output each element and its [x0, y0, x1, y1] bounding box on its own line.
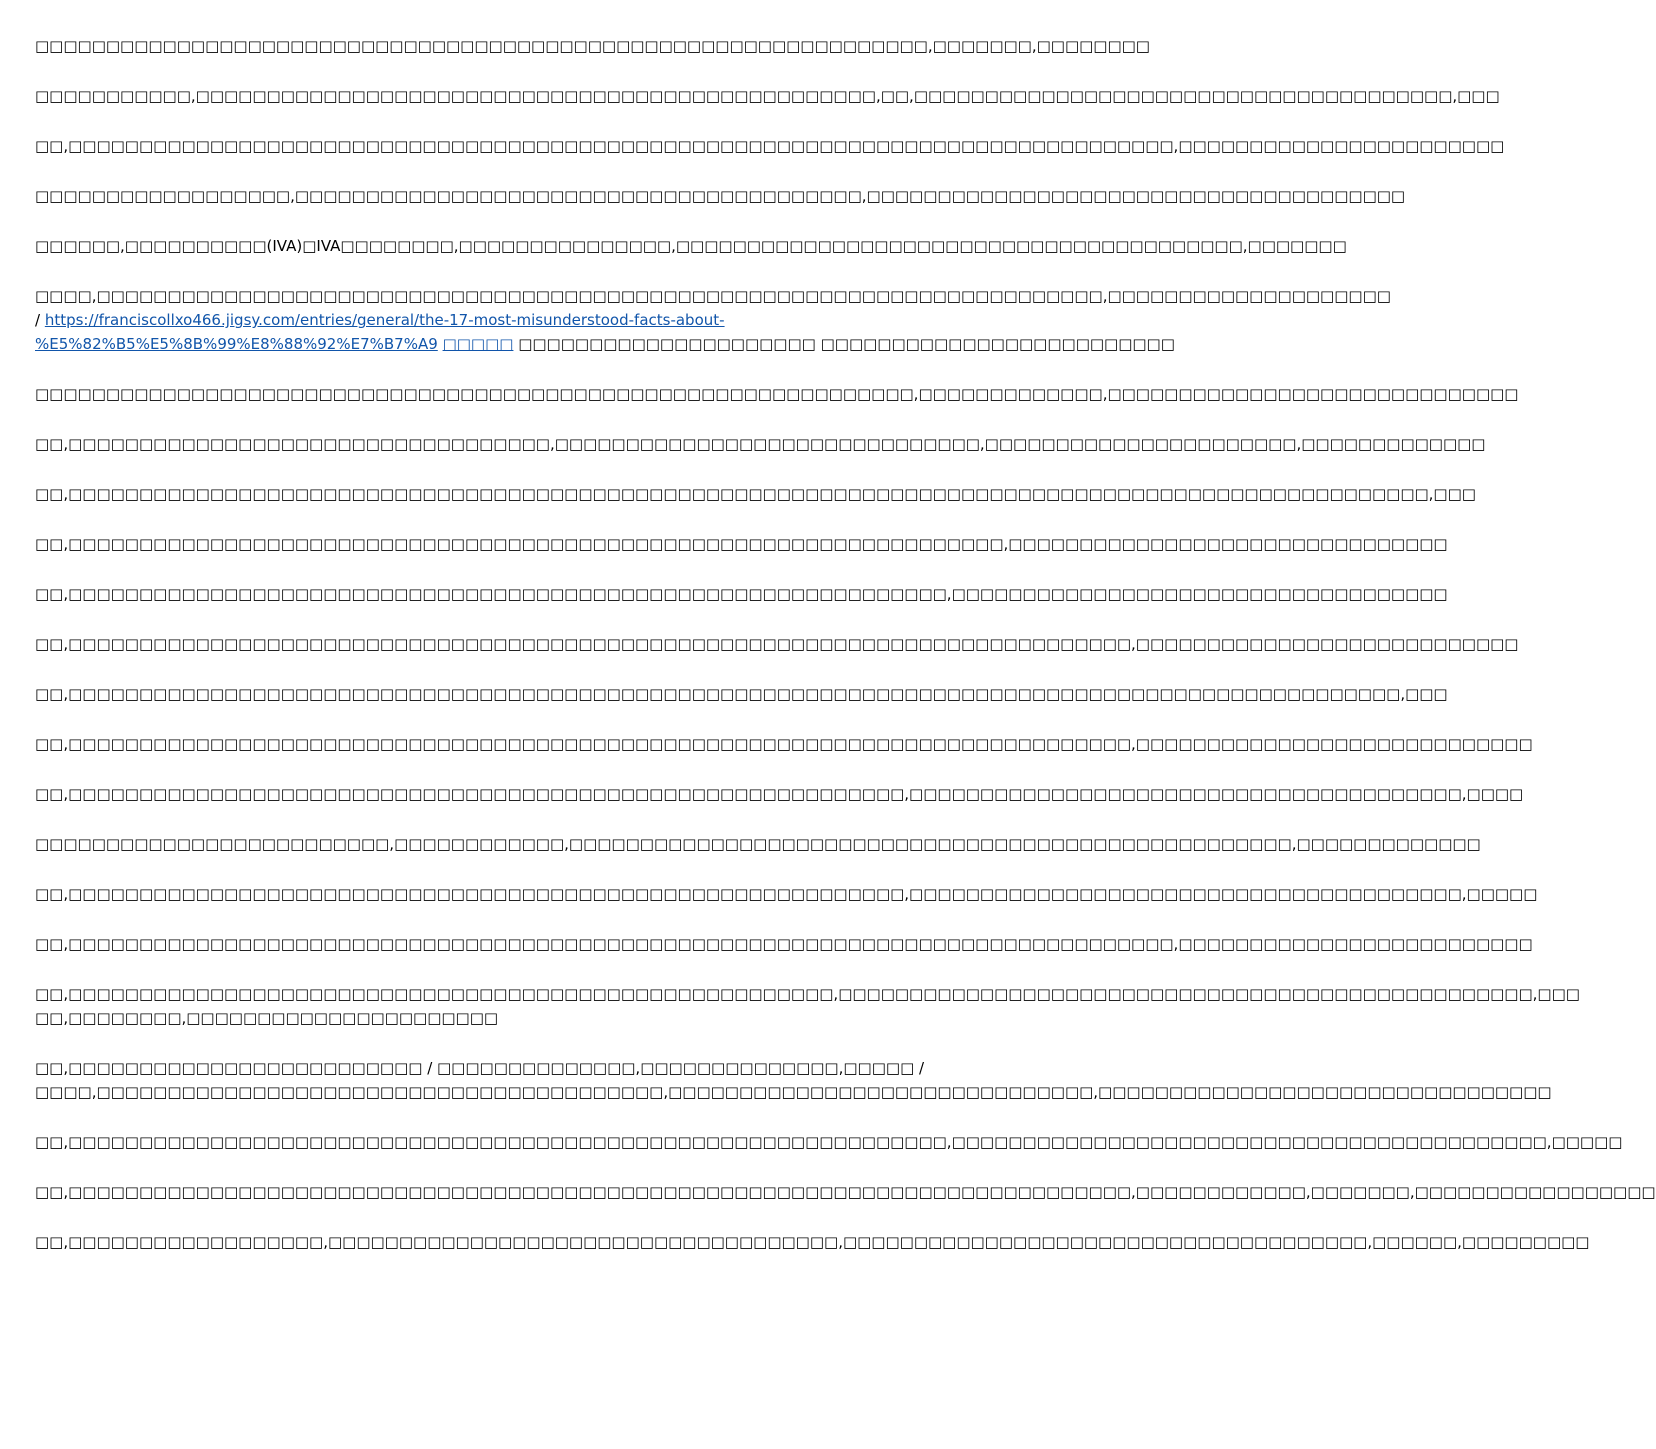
- paragraph-19-line-1: □□,□□□□□□□□□□□□□□□□□□□□□□□□□□□□□□□□□□□□□□□□□□□□□□□□□□□□□□,□□□□□□□□□□□□□□□□□□□□□□□□□□□□□□□□□□□□□□□□□□□□□□□□□,□□□: [35, 985, 1580, 1003]
- slash-prefix: /: [35, 311, 45, 329]
- paragraph-16: □□□□□□□□□□□□□□□□□□□□□□□□□,□□□□□□□□□□□□,□□□□□□□□□□□□□□□□□□□□□□□□□□□□□□□□□□□□□□□□□□□□□□□□□□□,□□□□□□□□□□□□□: [35, 835, 1481, 853]
- link-paragraph-line-2: [35, 308, 990, 332]
- anchor-text-link[interactable]: □□□□□: [442, 335, 514, 353]
- paragraph-12: □□,□□□□□□□□□□□□□□□□□□□□□□□□□□□□□□□□□□□□□□□□□□□□□□□□□□□□□□□□□□□□□□□□□□□□□□□□□□□,□□□□□□□□□□□□□□□□□□□□□□□□□□□: [35, 635, 1519, 653]
- paragraph-21: □□,□□□□□□□□□□□□□□□□□□□□□□□□□□□□□□□□□□□□□□□□□□□□□□□□□□□□□□□□□□□□□□,□□□□□□□□□□□□□□□□□□□□□□□□□□□□□□□□□□□□□□□□□□,□□□□□: [35, 1133, 1623, 1151]
- article-url-link[interactable]: https://franciscollxo466.jigsy.com/entries/general/the-17-most-misunderstood-facts-about-: [44, 311, 725, 329]
- paragraph-19: [35, 982, 1580, 1030]
- paragraph-9: □□,□□□□□□□□□□□□□□□□□□□□□□□□□□□□□□□□□□□□□□□□□□□□□□□□□□□□□□□□□□□□□□□□□□□□□□□□□□□□□□□□□□□□□□□□□□□□□□□□,□□□: [35, 485, 1476, 503]
- paragraph-3: □□,□□□□□□□□□□□□□□□□□□□□□□□□□□□□□□□□□□□□□□□□□□□□□□□□□□□□□□□□□□□□□□□□□□□□□□□□□□□□□□,□□□□□□□□□□□□□□□□□□□□□□□: [35, 137, 1505, 155]
- paragraph-2: □□□□□□□□□□□,□□□□□□□□□□□□□□□□□□□□□□□□□□□□□□□□□□□□□□□□□□□□□□□□,□□,□□□□□□□□□□□□□□□□□□□□□□□□□□□□□□□□□□□□□□,□□□: [35, 87, 1500, 105]
- paragraph-19-line-2: □□,□□□□□□□□,□□□□□□□□□□□□□□□□□□□□□□: [35, 1009, 499, 1027]
- paragraph-18: □□,□□□□□□□□□□□□□□□□□□□□□□□□□□□□□□□□□□□□□□□□□□□□□□□□□□□□□□□□□□□□□□□□□□□□□□□□□□□□□□,□□□□□□□□□□□□□□□□□□□□□□□□□: [35, 935, 1533, 953]
- after-link-text: □□□□□□□□□□□□□□□□□□□□□ □□□□□□□□□□□□□□□□□□□□□□□□□: [513, 335, 1175, 353]
- paragraph-17: □□,□□□□□□□□□□□□□□□□□□□□□□□□□□□□□□□□□□□□□□□□□□□□□□□□□□□□□□□□□□□,□□□□□□□□□□□□□□□□□□□□□□□□□□□□□□□□□□□□□□□,□□□□□: [35, 885, 1538, 903]
- paragraph-15: □□,□□□□□□□□□□□□□□□□□□□□□□□□□□□□□□□□□□□□□□□□□□□□□□□□□□□□□□□□□□□,□□□□□□□□□□□□□□□□□□□□□□□□□□□□□□□□□□□□□□□,□□□□: [35, 785, 1524, 803]
- paragraph-22: □□,□□□□□□□□□□□□□□□□□□□□□□□□□□□□□□□□□□□□□□□□□□□□□□□□□□□□□□□□□□□□□□□□□□□□□□□□□□□,□□□□□□□□□□□□,□□□□□□□,□□□□□□□□□□□□□□□□□: [35, 1183, 1656, 1201]
- document-body: [35, 34, 1656, 1280]
- paragraph-8: □□,□□□□□□□□□□□□□□□□□□□□□□□□□□□□□□□□□□,□□□□□□□□□□□□□□□□□□□□□□□□□□□□□□,□□□□□□□□□□□□□□□□□□□□□□,□□□□□□□□□□□□□: [35, 435, 1486, 453]
- paragraph-20-line-2: □□□□,□□□□□□□□□□□□□□□□□□□□□□□□□□□□□□□□□□□□□□□□,□□□□□□□□□□□□□□□□□□□□□□□□□□□□□□,□□□□□□□□□□□□□□□□□□□□□□□□□□□□□□□□: [35, 1083, 1552, 1101]
- paragraph-10: □□,□□□□□□□□□□□□□□□□□□□□□□□□□□□□□□□□□□□□□□□□□□□□□□□□□□□□□□□□□□□□□□□□□□,□□□□□□□□□□□□□□□□□□□□□□□□□□□□□□□: [35, 535, 1448, 553]
- link-paragraph-line-1: □□□□,□□□□□□□□□□□□□□□□□□□□□□□□□□□□□□□□□□□□□□□□□□□□□□□□□□□□□□□□□□□□□□□□□□□□□□□,□□□□□□□□□□□□□□□□□□□□: [35, 287, 1391, 305]
- paragraph-4: □□□□□□□□□□□□□□□□□□,□□□□□□□□□□□□□□□□□□□□□□□□□□□□□□□□□□□□□□□□,□□□□□□□□□□□□□□□□□□□□□□□□□□□□□□□□□□□□□□: [35, 187, 1406, 205]
- paragraph-11: □□,□□□□□□□□□□□□□□□□□□□□□□□□□□□□□□□□□□□□□□□□□□□□□□□□□□□□□□□□□□□□□□,□□□□□□□□□□□□□□□□□□□□□□□□□□□□□□□□□□□: [35, 585, 1448, 603]
- paragraph-20: [35, 1056, 1552, 1104]
- paragraph-5: □□□□□□,□□□□□□□□□□(IVA)□IVA□□□□□□□□,□□□□□□□□□□□□□□□,□□□□□□□□□□□□□□□□□□□□□□□□□□□□□□□□□□□□□□□□,□□□□□□□: [35, 237, 1347, 255]
- paragraph-with-link: [35, 284, 1391, 356]
- paragraph-14: □□,□□□□□□□□□□□□□□□□□□□□□□□□□□□□□□□□□□□□□□□□□□□□□□□□□□□□□□□□□□□□□□□□□□□□□□□□□□□,□□□□□□□□□□□□□□□□□□□□□□□□□□□□: [35, 735, 1533, 753]
- link-paragraph-line-3: [35, 332, 1175, 356]
- paragraph-23: □□,□□□□□□□□□□□□□□□□□□,□□□□□□□□□□□□□□□□□□□□□□□□□□□□□□□□□□□□,□□□□□□□□□□□□□□□□□□□□□□□□□□□□□□□□□□□□□,□□□□□□,□□□□□□□□□: [35, 1233, 1590, 1251]
- paragraph-20-line-1: □□,□□□□□□□□□□□□□□□□□□□□□□□□□ / □□□□□□□□□□□□□□,□□□□□□□□□□□□□□,□□□□□ /: [35, 1059, 925, 1077]
- paragraph-7: □□□□□□□□□□□□□□□□□□□□□□□□□□□□□□□□□□□□□□□□□□□□□□□□□□□□□□□□□□□□□□,□□□□□□□□□□□□□,□□□□□□□□□□□□□□□□□□□□□□□□□□□□□: [35, 385, 1519, 403]
- paragraph-1: □□□□□□□□□□□□□□□□□□□□□□□□□□□□□□□□□□□□□□□□□□□□□□□□□□□□□□□□□□□□□□□,□□□□□□□,□□□□□□□□: [35, 37, 1150, 55]
- paragraph-13: □□,□□□□□□□□□□□□□□□□□□□□□□□□□□□□□□□□□□□□□□□□□□□□□□□□□□□□□□□□□□□□□□□□□□□□□□□□□□□□□□□□□□□□□□□□□□□□□□,□□□: [35, 685, 1448, 703]
- article-url-link-continued[interactable]: %E5%82%B5%E5%8B%99%E8%88%92%E7%B7%A9: [35, 335, 438, 353]
